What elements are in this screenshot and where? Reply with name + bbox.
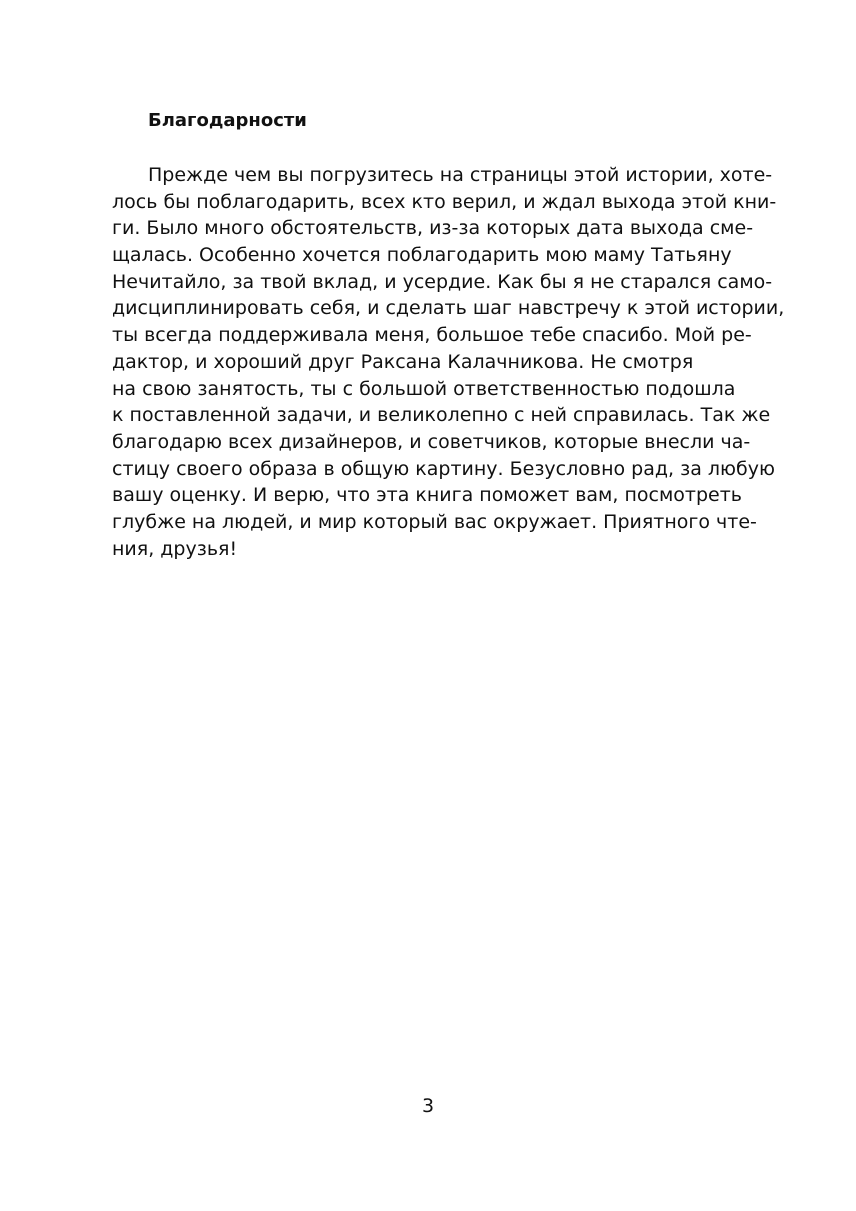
text-line: дактор, и хороший друг Раксана Калачникова. Не смотря [112,350,694,373]
text-line: ги. Было много обстоятельств, из-за которых дата выхода сме- [112,217,754,240]
text-line: благодарю всех дизайнеров, и советчиков, которые внесли ча- [112,430,751,453]
text-line: щалась. Особенно хочется поблагодарить мою маму Татьяну [112,244,732,267]
text-line: дисциплинировать себя, и сделать шаг навстречу к этой истории, [112,297,785,320]
section-heading: Благодарности [148,110,307,131]
text-line: ты всегда поддерживала меня, большое тебе спасибо. Мой ре- [112,324,752,347]
text-line: стицу своего образа в общую картину. Безусловно рад, за любую [112,457,775,480]
text-line: Прежде чем вы погрузитесь на страницы этой истории, хоте- [148,164,773,186]
text-line: лось бы поблагодарить, всех кто верил, и ждал выхода этой кни- [112,190,777,213]
body-paragraph [112,162,785,562]
text-line: к поставленной задачи, и великолепно с ней справилась. Так же [112,404,771,427]
text-line: вашу оценку. И верю, что эта книга поможет вам, посмотреть [112,484,743,507]
text-line: ния, друзья! [112,537,238,560]
text-line: глубже на людей, и мир который вас окружает. Приятного чте- [112,510,757,533]
text-line: на свою занятость, ты с большой ответственностью подошла [112,377,736,400]
page-number: 3 [421,1095,435,1117]
text-line: Нечитайло, за твой вклад, и усердие. Как бы я не старался само- [112,270,773,293]
